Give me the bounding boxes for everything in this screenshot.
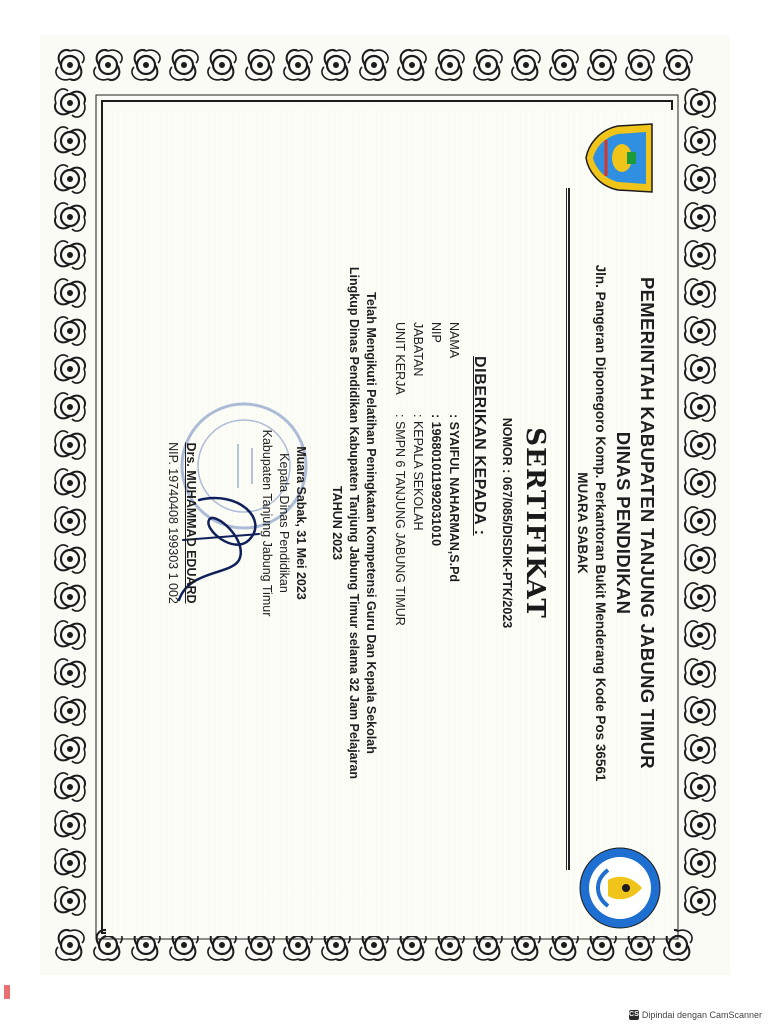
certificate-rotated-content bbox=[106, 110, 674, 936]
border-ornament bbox=[56, 50, 84, 80]
body-line-2: Lingkup Dinas Pendidikan Kabupaten Tanjung Jabung Timur selama 32 Jam Pelajaran bbox=[347, 266, 361, 780]
border-ornament bbox=[685, 621, 715, 649]
border-ornament bbox=[55, 317, 85, 345]
border-ornament bbox=[685, 659, 715, 687]
border-ornament bbox=[55, 203, 85, 231]
header-rule-thin bbox=[566, 188, 567, 870]
border-ornament bbox=[55, 165, 85, 193]
unit-label: UNIT KERJA bbox=[393, 322, 407, 395]
border-ornament bbox=[55, 355, 85, 383]
border-ornament bbox=[55, 127, 85, 155]
border-ornament bbox=[512, 50, 540, 80]
border-ornament bbox=[685, 165, 715, 193]
border-ornament bbox=[55, 849, 85, 877]
border-ornament bbox=[685, 279, 715, 307]
position-value: : KEPALA SEKOLAH bbox=[411, 414, 425, 531]
border-ornament bbox=[685, 811, 715, 839]
border-ornament bbox=[685, 431, 715, 459]
border-ornament bbox=[55, 887, 85, 915]
certificate-number: NOMOR : 067/085/DISDIK-PTK/2023 bbox=[500, 417, 514, 629]
border-ornament bbox=[55, 241, 85, 269]
body-line-1: Telah Mengikuti Pelatihan Peningkatan Kompetensi Guru Dan Kepala Sekolah bbox=[364, 292, 378, 754]
border-ornament bbox=[685, 507, 715, 535]
border-ornament bbox=[685, 545, 715, 573]
border-ornament bbox=[685, 469, 715, 497]
border-ornament bbox=[685, 317, 715, 345]
border-ornament bbox=[685, 127, 715, 155]
certificate-title: SERTIFIKAT bbox=[520, 427, 550, 619]
position-label: JABATAN bbox=[411, 322, 425, 377]
header-rule-thick bbox=[568, 188, 570, 870]
border-ornament bbox=[284, 50, 312, 80]
signatory-name: Drs. MUHAMMAD EDUARD bbox=[184, 442, 198, 604]
scan-edge-mark bbox=[4, 985, 10, 999]
nip-value: : 196801011992031010 bbox=[429, 414, 443, 547]
border-ornament bbox=[55, 279, 85, 307]
signatory-nip: NIP. 19740408 199303 1 002 bbox=[166, 442, 180, 604]
border-ornament bbox=[474, 50, 502, 80]
border-ornament bbox=[55, 583, 85, 611]
border-ornament bbox=[55, 469, 85, 497]
border-ornament bbox=[55, 773, 85, 801]
border-ornament bbox=[170, 50, 198, 80]
signature-place-date: Muara Sabak, 31 Mei 2023 bbox=[294, 446, 308, 600]
address-line: Jln. Pangeran Diponegoro Komp. Perkantoran Bukit Menderang Kode Pos 36561 bbox=[593, 264, 608, 782]
border-ornament bbox=[94, 50, 122, 80]
border-ornament bbox=[55, 545, 85, 573]
border-ornament bbox=[56, 930, 84, 960]
border-ornament bbox=[685, 89, 715, 117]
signature-position-2: Kabupaten Tanjung Jabung Timur bbox=[260, 429, 274, 617]
border-ornament bbox=[588, 50, 616, 80]
border-ornament bbox=[685, 203, 715, 231]
border-ornament bbox=[55, 89, 85, 117]
city-line: MUARA SABAK bbox=[575, 472, 590, 574]
name-value: : SYAIFUL NAHARMAN,S.Pd bbox=[447, 414, 461, 583]
border-ornament bbox=[685, 735, 715, 763]
border-ornament bbox=[550, 50, 578, 80]
border-ornament bbox=[55, 621, 85, 649]
border-ornament bbox=[685, 887, 715, 915]
border-ornament bbox=[685, 241, 715, 269]
border-ornament bbox=[626, 50, 654, 80]
border-ornament bbox=[55, 393, 85, 421]
body-year: TAHUN 2023 bbox=[330, 485, 344, 561]
signature-position-1: Kepala Dinas Pendidikan bbox=[277, 453, 291, 593]
given-to-heading: DIBERIKAN KEPADA : bbox=[471, 356, 488, 536]
border-ornament bbox=[55, 811, 85, 839]
border-ornament bbox=[436, 50, 464, 80]
border-ornament bbox=[398, 50, 426, 80]
department-title: DINAS PENDIDIKAN bbox=[613, 431, 634, 615]
camscanner-icon: CS bbox=[629, 1011, 639, 1018]
nip-label: NIP bbox=[429, 322, 443, 343]
border-ornament bbox=[685, 393, 715, 421]
border-ornament bbox=[685, 583, 715, 611]
border-ornament bbox=[685, 773, 715, 801]
border-ornament bbox=[685, 849, 715, 877]
border-ornament bbox=[55, 507, 85, 535]
camscanner-text: Dipindai dengan CamScanner bbox=[641, 1010, 762, 1020]
border-ornament bbox=[55, 697, 85, 725]
border-ornament bbox=[55, 431, 85, 459]
camscanner-watermark bbox=[629, 1010, 762, 1020]
name-label: NAMA bbox=[447, 322, 461, 359]
border-ornament bbox=[685, 355, 715, 383]
government-title: PEMERINTAH KABUPATEN TANJUNG JABUNG TIMUR bbox=[637, 277, 658, 769]
border-ornament bbox=[322, 50, 350, 80]
border-ornament bbox=[360, 50, 388, 80]
unit-value: : SMPN 6 TANJUNG JABUNG TIMUR bbox=[393, 414, 407, 626]
border-ornament bbox=[132, 50, 160, 80]
border-ornament bbox=[55, 659, 85, 687]
border-ornament bbox=[208, 50, 236, 80]
border-ornament bbox=[55, 735, 85, 763]
border-ornament bbox=[664, 50, 692, 80]
border-ornament bbox=[246, 50, 274, 80]
border-ornament bbox=[685, 697, 715, 725]
